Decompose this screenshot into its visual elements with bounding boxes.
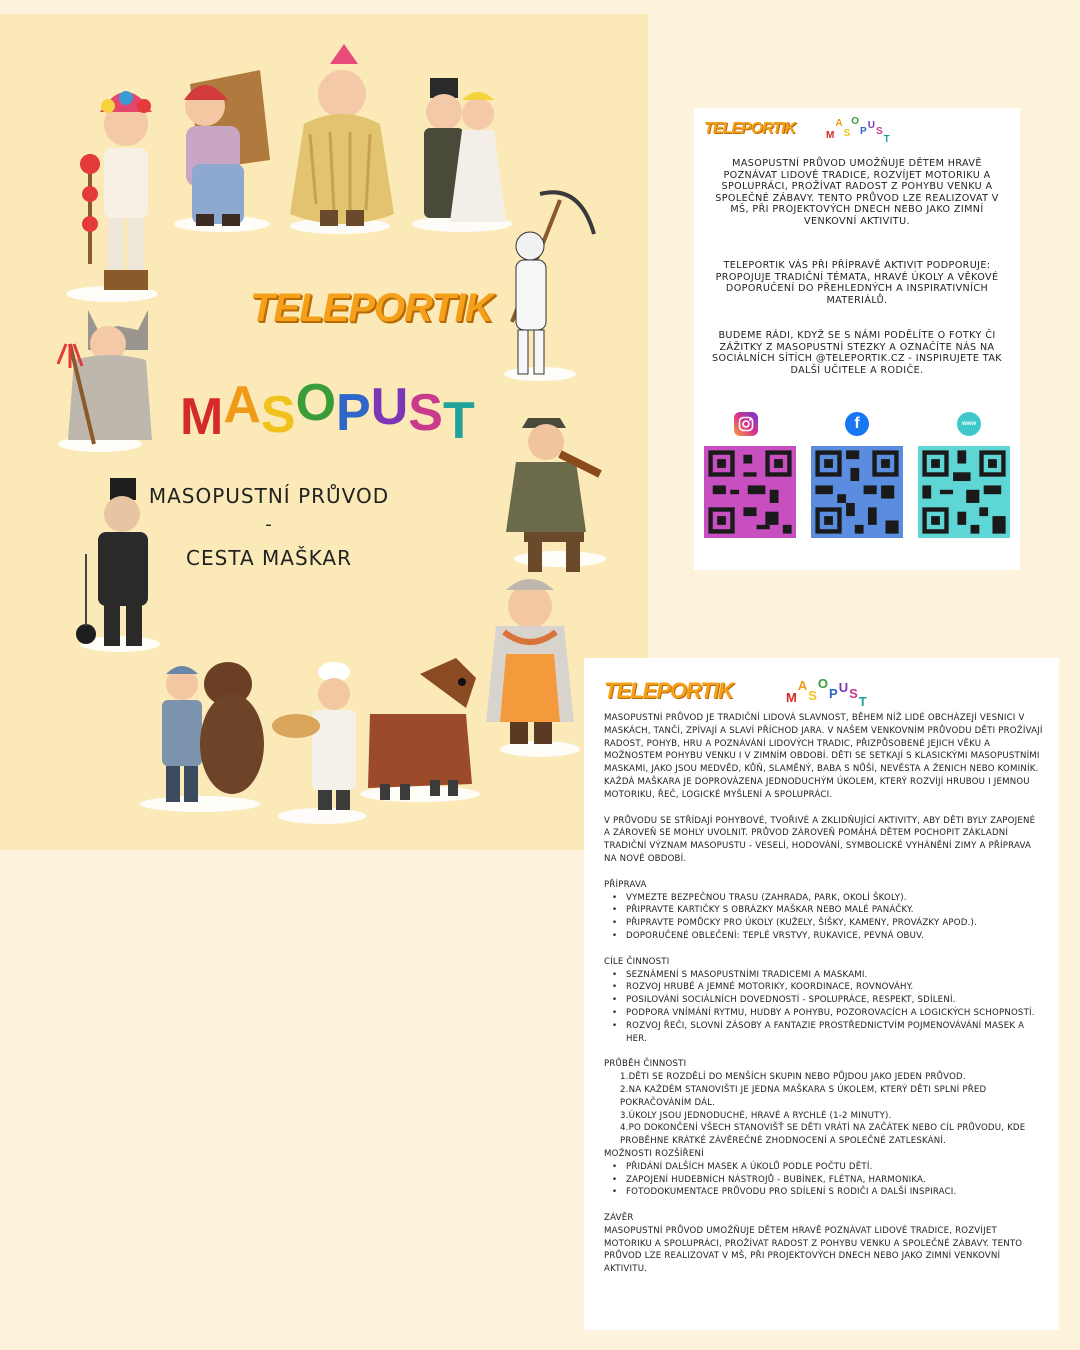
title-letter: S [260,386,296,444]
course-section [604,1058,1044,1148]
list-item: • FOTODOKUMENTACE PRŮVODU PRO SDÍLENÍ S RODIČI A DALŠÍ INSPIRACI. [618,1186,1044,1199]
info-paragraph-2: TELEPORTIK VÁS PŘI PŘÍPRAVĚ AKTIVIT PODPORUJE: PROPOJUJE TRADIČNÍ TÉMATA, HRAVÉ ÚKOLY A VĚKOVÉ DOPORUČENÍ DO PŘEHLEDNÝCH A INSPIRATIVNÍCH MATERIÁLŮ. [715,260,999,306]
sausage-seller-figure [486,579,574,744]
info-paragraph-1: MASOPUSTNÍ PRŮVOD UMOŽŇUJE DĚTEM HRAVĚ POZNÁVAT LIDOVÉ TRADICE, ROZVÍJET MOTORIKU A SPOLUPRÁCI, PROŽÍVAT RADOST Z POHYBU VENKU A SPOLEČNÉ ZÁBAVY. TENTO PRŮVOD LZE REALIZOVAT V MŠ, PŘI PROJEKTOVÝCH DNECH NEBO JAKO ZIMNÍ VENKOVNÍ AKTIVITU. [715,158,999,227]
conclusion-section [604,1212,1044,1276]
list-item: • ROZVOJ ŘEČI, SLOVNÍ ZÁSOBY A FANTAZIE PROSTŘEDNICTVÍM POJMENOVÁVÁNÍ MASEK A HER. [618,1020,1044,1046]
conclusion-text: MASOPUSTNÍ PRŮVOD UMOŽŇUJE DĚTEM HRAVĚ POZNÁVAT LIDOVÉ TRADICE, ROZVÍJET MOTORIKU A SPOLUPRÁCI, PROŽÍVAT RADOST Z POHYBU VENKU A SPOLEČNÉ ZÁBAVY. TENTO PRŮVOD LZE REALIZOVAT V MŠ, PŘI PROJEKTOVÝCH DNECH NEBO JAKO ZIMNÍ VENKOVNÍ AKTIVITU. [604,1225,1023,1275]
teleportik-logo: TELEPORTIK [250,286,493,330]
sheet-intro: MASOPUSTNÍ PRŮVOD JE TRADIČNÍ LIDOVÁ SLAVNOST, BĚHEM NÍŽ LIDÉ OBCHÁZEJÍ VESNICI V MASKÁCH, TANČÍ, ZPÍVAJÍ A SLAVÍ PŘÍCHOD JARA. V NAŠEM VENKOVNÍM PRŮVODU DĚTI PROŽÍVAJÍ RADOST, POHYB, HRU A POZNÁVÁNÍ LIDOVÝCH TRADIC, PŘIZPŮSOBENÉ JEJICH VĚKU A MOŽNOSTEM POHYBU VENKU I V ZIMNÍM OBDOBÍ. DĚTI SE SETKAJÍ S KLASICKÝMI MASOPUSTNÍMI MASKAMI, JAKO JSOU MEDVĚD, KŮŇ, SLAMĚNÝ, BABA S NŮŠÍ, NEVĚSTA A ŽENICH NEBO KOMINÍK. KAŽDÁ MAŠKARA JE DOPROVÁZENA JEDNODUCHÝM ÚKOLEM, KTERÝ ROZVÍJÍ HRUBOU I JEMNOU MOTORIKU, ŘEČ, LOGICKÉ MYŠLENÍ A SPOLUPRÁCI. [604,713,1043,800]
extensions-heading: MOŽNOSTI ROZŠÍŘENÍ [604,1148,704,1159]
facebook-icon[interactable]: f [845,412,869,436]
list-item: 4.PO DOKONČENÍ VŠECH STANOVIŠŤ SE DĚTI VRÁTÍ NA ZAČÁTEK NEBO CÍL PRŮVODU, KDE PROBĚHNE KRÁTKÉ ZÁVĚREČNÉ ZHODNOCENÍ A SPOLEČNÉ ZATLESKÁNÍ. [620,1123,1026,1147]
goals-section [604,956,1044,1046]
title-letter: P [336,384,371,442]
extensions-section [604,1148,1044,1199]
sheet-intro-2: V PRŮVODU SE STŘÍDAJÍ POHYBOVÉ, TVOŘIVÉ A ZKLIDŇUJÍCÍ AKTIVITY, ABY DĚTI BYLY ZAPOJENÉ A ZÁROVEŇ SE MOHLY UVOLNIT. PRŮVOD ZÁROVEŇ POMÁHÁ DĚTEM POCHOPIT ZÁKLADNÍ TRADIČNÍ VÝZNAM MASOPUSTU - VESELÍ, HODOVÁNÍ, SYMBOLICKÉ VYHÁNĚNÍ ZIMY A PŘÍPRAVA NA NOVÉ OBDOBÍ. [604,815,1036,864]
web-qr-code[interactable] [918,446,1010,538]
baker-figure [272,662,356,810]
cover-subtitle-dash: - [265,514,273,535]
goals-list [618,969,1044,1046]
title-letter: U [370,378,409,436]
instagram-qr-code[interactable] [704,446,796,538]
extensions-list [618,1161,1044,1199]
list-item: • PŘIPRAVTE POMŮCKY PRO ÚKOLY (KUŽELY, ŠIŠKY, KAMENY, PROVÁZKY APOD.). [618,917,1044,930]
list-item: • VYMEZTE BEZPEČNOU TRASU (ZAHRADA, PARK, OKOLÍ ŠKOLY). [618,892,1044,905]
goals-heading: CÍLE ČINNOSTI [604,956,670,967]
clown-figure [80,91,152,290]
preparation-section [604,879,1044,943]
teleportik-logo-sheet: TELEPORTIK [604,678,733,703]
horse-figure [368,658,476,800]
wolf-figure [58,310,152,444]
cover-subtitle-line2: CESTA MAŠKAR [186,546,352,570]
list-item: 3.ÚKOLY JSOU JEDNODUCHÉ, HRAVÉ A RYCHLÉ (1-2 MINUTY). [620,1110,892,1121]
title-letter: T [442,392,475,450]
instagram-icon[interactable] [734,412,758,436]
list-item: • SEZNÁMENÍ S MASOPUSTNÍMI TRADICEMI A MASKAMI. [618,969,1044,982]
info-card [694,108,1020,570]
list-item: • ROZVOJ HRUBÉ A JEMNÉ MOTORIKY, KOORDINACE, ROVNOVÁHY. [618,981,1044,994]
cover-title-masopust [180,374,475,450]
list-item: • DOPORUČENÉ OBLEČENÍ: TEPLÉ VRSTVY, RUKAVICE, PEVNÁ OBUV. [618,930,1044,943]
list-item: 1.DĚTI SE ROZDĚLÍ DO MENŠÍCH SKUPIN NEBO PŮJDOU JAKO JEDEN PRŮVOD. [620,1072,966,1083]
title-letter: M [180,388,224,446]
conclusion-heading: ZÁVĚR [604,1213,634,1224]
preparation-list [618,892,1044,943]
title-letter: O [295,374,337,432]
info-paragraph-3: BUDEME RÁDI, KDYŽ SE S NÁMI PODĚLÍTE O FOTKY ČI ZÁŽITKY Z MASOPUSTNÍ STEZKY A OZNAČÍTE NÁS NA SOCIÁLNÍCH SÍTÍCH @TELEPORTIK.CZ - INSPIRUJETE TAK DALŠÍ UČITELE A RODIČE. [712,330,1002,376]
title-letter: S [408,384,443,442]
list-item: 2.NA KAŽDÉM STANOVIŠTI JE JEDNA MAŠKARA S ÚKOLEM, KTERÝ DĚTI SPLNÍ PŘED POKRAČOVÁNÍM DÁL. [620,1084,987,1108]
title-letter: A [223,376,261,434]
list-item: • PŘIPRAVTE KARTIČKY S OBRÁZKY MAŠKAR NEBO MALÉ PANÁČKY. [618,904,1044,917]
straw-man-figure [290,44,394,226]
sheet-mini-title: MASOPUST [786,676,868,709]
facebook-qr-code[interactable] [811,446,903,538]
boy-and-bear-figure [162,662,264,802]
info-mini-title: MASOPUST [826,116,891,145]
cover-subtitle-line1: MASOPUSTNÍ PRŮVOD [148,484,390,508]
bride-and-groom-figure [424,78,506,222]
list-item: • ZAPOJENÍ HUDEBNÍCH NÁSTROJŮ - BUBÍNEK, FLÉTNA, HARMONIKA. [618,1174,1044,1187]
course-heading: PRŮBĚH ČINNOSTI [604,1059,687,1070]
sheet-body [604,712,1044,1276]
teleportik-logo-small: TELEPORTIK [704,120,796,137]
list-item: • POSILOVÁNÍ SOCIÁLNÍCH DOVEDNOSTÍ - SPOLUPRÁCE, RESPEKT, SDÍLENÍ. [618,994,1044,1007]
course-list [618,1071,1044,1148]
web-icon[interactable]: www [957,412,981,436]
list-item: • PŘIDÁNÍ DALŠÍCH MASEK A ÚKOLŮ PODLE POČTU DĚTÍ. [618,1161,1044,1174]
death-figure [512,192,594,374]
preparation-heading: PŘÍPRAVA [604,879,647,890]
list-item: • PODPORA VNÍMÁNÍ RYTMU, HUDBY A POHYBU, POZOROVACÍCH A LOGICKÝCH SCHOPNOSTÍ. [618,1007,1044,1020]
cover-card [0,14,648,850]
activity-sheet [584,658,1059,1330]
baba-with-basket-figure [184,70,270,226]
